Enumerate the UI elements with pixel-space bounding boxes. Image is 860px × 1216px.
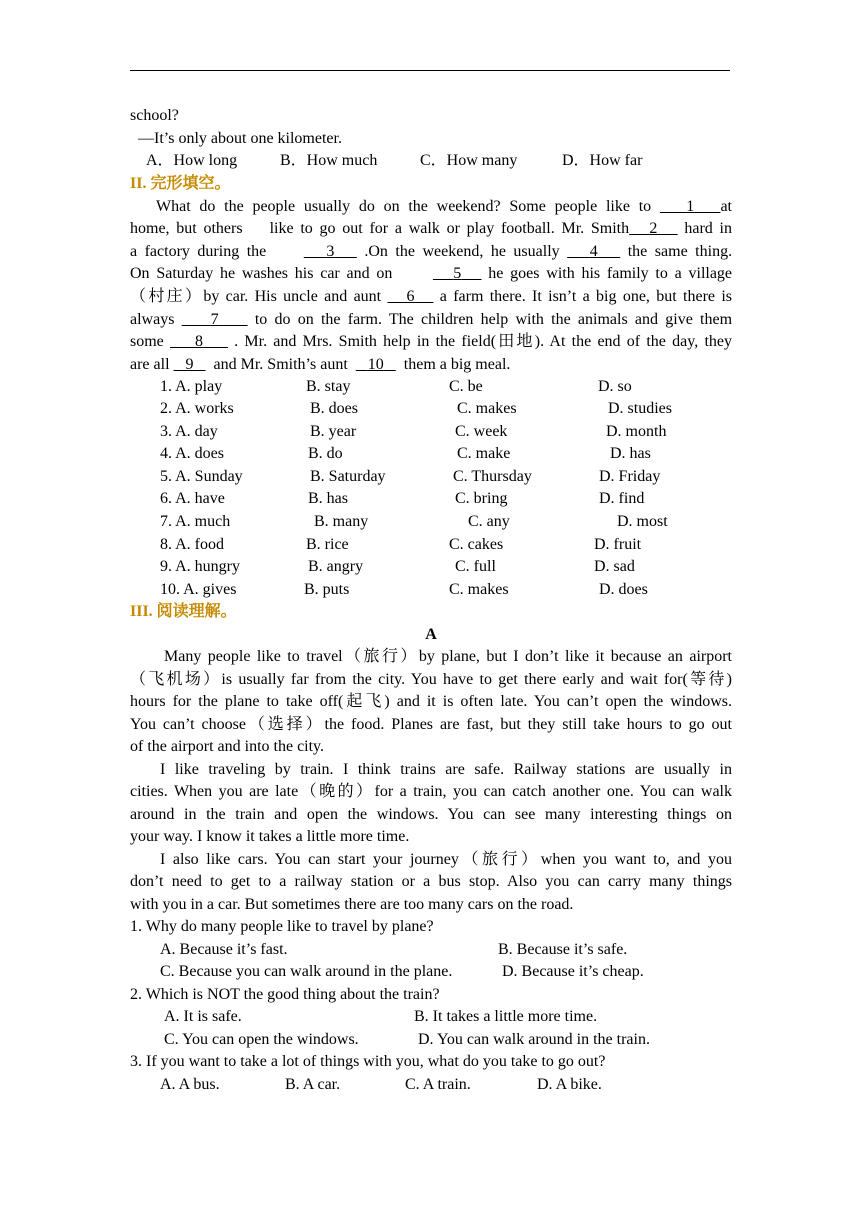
prev-option-c: C．How many bbox=[420, 152, 518, 169]
blank-1: 1 bbox=[686, 198, 695, 215]
prev-option-b: B．How much bbox=[280, 152, 378, 169]
reading-line-8: around in the train and open the windows. You can see many interesting things on bbox=[130, 806, 732, 823]
reading-line-9: your way. I know it takes a little more time. bbox=[130, 828, 410, 845]
reading-q1-option-d: D. Because it’s cheap. bbox=[502, 963, 644, 980]
q2-option-b: B. does bbox=[310, 400, 358, 417]
blank-2: 2 bbox=[649, 220, 658, 237]
q9-option-a: 9. A. hungry bbox=[160, 558, 240, 575]
reading-line-4: You can’t choose（选择）the food. Planes are fast, but they still take hours to go out bbox=[130, 716, 732, 733]
reading-q1: 1. Why do many people like to travel by plane? bbox=[130, 918, 434, 935]
cloze-line-1: What do the people usually do on the weekend? Some people like to 1 at bbox=[156, 198, 732, 215]
blank-10: 10 bbox=[367, 356, 384, 373]
blank-5: 5 bbox=[453, 265, 462, 282]
q9-option-d: D. sad bbox=[594, 558, 635, 575]
q4-option-d: D. has bbox=[610, 445, 651, 462]
cloze-line-5: （村庄）by car. His uncle and aunt 6 a farm there. It isn’t a big one, but there is bbox=[130, 288, 732, 305]
q10-option-b: B. puts bbox=[304, 581, 350, 598]
q7-option-d: D. most bbox=[617, 513, 668, 530]
cloze-line-4: On Saturday he washes his car and on 5 he goes with his family to a village bbox=[130, 265, 733, 282]
q9-option-b: B. angry bbox=[308, 558, 364, 575]
q10-option-d: D. does bbox=[599, 581, 648, 598]
q3-option-d: D. month bbox=[606, 423, 667, 440]
reading-q2-option-b: B. It takes a little more time. bbox=[414, 1008, 598, 1025]
q1-option-a: 1. A. play bbox=[160, 378, 223, 395]
q6-option-c: C. bring bbox=[455, 490, 508, 507]
q1-option-d: D. so bbox=[598, 378, 632, 395]
q10-option-c: C. makes bbox=[449, 581, 509, 598]
reading-q3-option-d: D. A bike. bbox=[537, 1076, 602, 1093]
q7-option-a: 7. A. much bbox=[160, 513, 231, 530]
reading-q3-option-b: B. A car. bbox=[285, 1076, 341, 1093]
q8-option-d: D. fruit bbox=[594, 536, 642, 553]
q6-option-a: 6. A. have bbox=[160, 490, 225, 507]
reading-line-12: with you in a car. But sometimes there are too many cars on the road. bbox=[130, 896, 574, 913]
reading-line-1: Many people like to travel（旅行）by plane, but I don’t like it because an airport bbox=[164, 648, 732, 665]
q3-option-a: 3. A. day bbox=[160, 423, 218, 440]
section-reading-heading: III. 阅读理解。 bbox=[130, 603, 237, 620]
q8-option-c: C. cakes bbox=[449, 536, 504, 553]
q3-option-c: C. week bbox=[455, 423, 508, 440]
cloze-line-7: some 8 . Mr. and Mrs. Smith help in the field(田地). At the end of the day, they bbox=[130, 333, 732, 350]
q7-option-c: C. any bbox=[468, 513, 510, 530]
q6-option-d: D. find bbox=[599, 490, 645, 507]
reading-line-7: cities. When you are late（晚的）for a train, you can catch another one. You can walk bbox=[130, 783, 732, 800]
reading-q2-option-a: A. It is safe. bbox=[164, 1008, 242, 1025]
prev-question-answer: —It’s only about one kilometer. bbox=[138, 130, 342, 147]
cloze-line-2: home, but others like to go out for a walk or play football. Mr. Smith 2 hard in bbox=[130, 220, 732, 237]
q1-option-c: C. be bbox=[449, 378, 483, 395]
reading-q1-option-b: B. Because it’s safe. bbox=[498, 941, 628, 958]
reading-line-5: of the airport and into the city. bbox=[130, 738, 325, 755]
q8-option-a: 8. A. food bbox=[160, 536, 224, 553]
section-cloze-heading: II. 完形填空。 bbox=[130, 175, 231, 192]
reading-q3: 3. If you want to take a lot of things with you, what do you take to go out? bbox=[130, 1053, 606, 1070]
q6-option-b: B. has bbox=[308, 490, 348, 507]
reading-q3-option-c: C. A train. bbox=[405, 1076, 471, 1093]
q10-option-a: 10. A. gives bbox=[160, 581, 237, 598]
blank-4: 4 bbox=[589, 243, 598, 260]
reading-q2-option-c: C. You can open the windows. bbox=[164, 1031, 359, 1048]
reading-q2: 2. Which is NOT the good thing about the train? bbox=[130, 986, 440, 1003]
q3-option-b: B. year bbox=[310, 423, 357, 440]
reading-line-11: don’t need to get to a railway station or a bus stop. Also you can carry many things bbox=[130, 873, 732, 890]
reading-line-3: hours for the plane to take off(起飞) and it is often late. You can’t open the windows. bbox=[130, 693, 732, 710]
q8-option-b: B. rice bbox=[306, 536, 349, 553]
reading-q1-option-c: C. Because you can walk around in the plane. bbox=[160, 963, 453, 980]
reading-line-10: I also like cars. You can start your journey（旅行）when you want to, and you bbox=[160, 851, 732, 868]
prev-question-text: school? bbox=[130, 107, 179, 124]
q9-option-c: C. full bbox=[455, 558, 496, 575]
q5-option-d: D. Friday bbox=[599, 468, 661, 485]
q1-option-b: B. stay bbox=[306, 378, 351, 395]
cloze-line-6: always 7 to do on the farm. The children help with the animals and give them bbox=[130, 311, 733, 328]
q2-option-a: 2. A. works bbox=[160, 400, 234, 417]
blank-9: 9 bbox=[185, 356, 194, 373]
prev-option-a: A．How long bbox=[146, 152, 238, 169]
blank-6: 6 bbox=[406, 288, 415, 305]
q5-option-a: 5. A. Sunday bbox=[160, 468, 243, 485]
q4-option-c: C. make bbox=[457, 445, 511, 462]
reading-q2-option-d: D. You can walk around in the train. bbox=[418, 1031, 650, 1048]
blank-7: 7 bbox=[210, 311, 219, 328]
reading-line-2: （飞机场）is usually far from the city. You have to get there early and wait for(等待) bbox=[130, 671, 732, 688]
q2-option-c: C. makes bbox=[457, 400, 517, 417]
reading-line-6: I like traveling by train. I think trains are safe. Railway stations are usually in bbox=[160, 761, 732, 778]
blank-3: 3 bbox=[326, 243, 335, 260]
cloze-line-8: are all 9 and Mr. Smith’s aunt 10 them a big meal. bbox=[130, 356, 511, 373]
blank-8: 8 bbox=[194, 333, 203, 350]
passage-title: A bbox=[425, 626, 437, 643]
q2-option-d: D. studies bbox=[608, 400, 672, 417]
prev-option-d: D．How far bbox=[562, 152, 643, 169]
q5-option-c: C. Thursday bbox=[453, 468, 532, 485]
q4-option-b: B. do bbox=[308, 445, 343, 462]
q4-option-a: 4. A. does bbox=[160, 445, 224, 462]
q7-option-b: B. many bbox=[314, 513, 369, 530]
header-rule bbox=[130, 70, 730, 71]
reading-q3-option-a: A. A bus. bbox=[160, 1076, 220, 1093]
q5-option-b: B. Saturday bbox=[310, 468, 386, 485]
cloze-line-3: a factory during the 3 .On the weekend, he usually 4 the same thing. bbox=[130, 243, 733, 260]
reading-q1-option-a: A. Because it’s fast. bbox=[160, 941, 288, 958]
